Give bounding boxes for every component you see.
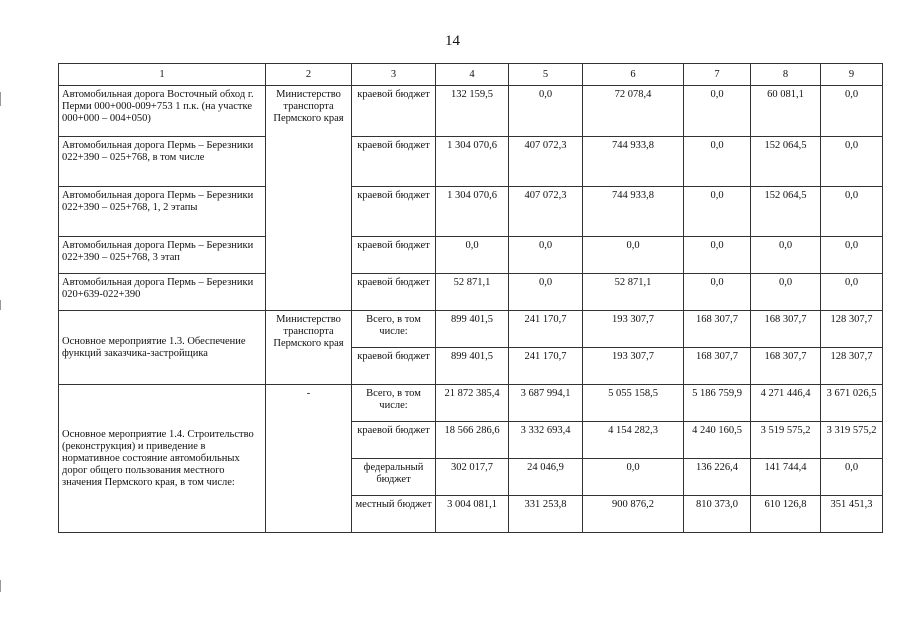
- funding-source: краевой бюджет: [352, 187, 436, 237]
- value-cell: 168 307,7: [684, 348, 751, 385]
- value-cell: 0,0: [821, 137, 883, 187]
- activity-name: Основное мероприятие 1.4. Строительство (реконструкция) и приведение в нормативное состояние автомобильных дорог общего пользования местного значения Пермского края, в том числе:: [59, 385, 266, 533]
- row-name: Автомобильная дорога Пермь – Березники 020+639-022+390: [59, 274, 266, 311]
- value-cell: 193 307,7: [583, 348, 684, 385]
- value-cell: 610 126,8: [751, 496, 821, 533]
- column-header: 8: [751, 64, 821, 86]
- value-cell: 407 072,3: [509, 137, 583, 187]
- value-cell: 0,0: [821, 237, 883, 274]
- value-cell: 0,0: [684, 274, 751, 311]
- value-cell: 5 186 759,9: [684, 385, 751, 422]
- funding-source: краевой бюджет: [352, 137, 436, 187]
- funding-source: местный бюджет: [352, 496, 436, 533]
- value-cell: 744 933,8: [583, 137, 684, 187]
- value-cell: 4 154 282,3: [583, 422, 684, 459]
- value-cell: 351 451,3: [821, 496, 883, 533]
- funding-source: Всего, в том числе:: [352, 311, 436, 348]
- scan-edge-mark: [0, 300, 1, 310]
- value-cell: 60 081,1: [751, 86, 821, 137]
- value-cell: 3 004 081,1: [436, 496, 509, 533]
- value-cell: 3 332 693,4: [509, 422, 583, 459]
- value-cell: 0,0: [821, 187, 883, 237]
- value-cell: 241 170,7: [509, 348, 583, 385]
- value-cell: 900 876,2: [583, 496, 684, 533]
- value-cell: 52 871,1: [583, 274, 684, 311]
- value-cell: 4 271 446,4: [751, 385, 821, 422]
- value-cell: 331 253,8: [509, 496, 583, 533]
- value-cell: 72 078,4: [583, 86, 684, 137]
- value-cell: 0,0: [684, 137, 751, 187]
- column-header: 6: [583, 64, 684, 86]
- column-header: 2: [266, 64, 352, 86]
- column-header: 3: [352, 64, 436, 86]
- value-cell: 0,0: [583, 459, 684, 496]
- row-name: Автомобильная дорога Пермь – Березники 022+390 – 025+768, 1, 2 этапы: [59, 187, 266, 237]
- value-cell: 3 319 575,2: [821, 422, 883, 459]
- value-cell: 0,0: [509, 86, 583, 137]
- value-cell: 899 401,5: [436, 311, 509, 348]
- value-cell: 899 401,5: [436, 348, 509, 385]
- value-cell: 0,0: [821, 86, 883, 137]
- value-cell: 407 072,3: [509, 187, 583, 237]
- value-cell: 0,0: [821, 274, 883, 311]
- value-cell: 0,0: [684, 86, 751, 137]
- column-header: 7: [684, 64, 751, 86]
- table-row: [59, 187, 883, 237]
- responsible-org: Министерство транспорта Пермского края: [266, 86, 352, 311]
- table-row: [59, 137, 883, 187]
- value-cell: 302 017,7: [436, 459, 509, 496]
- funding-source: краевой бюджет: [352, 422, 436, 459]
- value-cell: 168 307,7: [751, 311, 821, 348]
- value-cell: 193 307,7: [583, 311, 684, 348]
- funding-source: краевой бюджет: [352, 86, 436, 137]
- value-cell: 1 304 070,6: [436, 187, 509, 237]
- value-cell: 21 872 385,4: [436, 385, 509, 422]
- value-cell: 168 307,7: [751, 348, 821, 385]
- value-cell: 810 373,0: [684, 496, 751, 533]
- value-cell: 744 933,8: [583, 187, 684, 237]
- value-cell: 132 159,5: [436, 86, 509, 137]
- row-name: Автомобильная дорога Пермь – Березники 022+390 – 025+768, в том числе: [59, 137, 266, 187]
- value-cell: 3 519 575,2: [751, 422, 821, 459]
- value-cell: 152 064,5: [751, 137, 821, 187]
- scan-edge-mark: [0, 92, 1, 106]
- table-row: [59, 86, 883, 137]
- value-cell: 0,0: [684, 237, 751, 274]
- row-name: Автомобильная дорога Восточный обход г. Перми 000+000-009+753 1 п.к. (на участке 000+000 – 004+050): [59, 86, 266, 137]
- value-cell: 18 566 286,6: [436, 422, 509, 459]
- budget-table: [58, 63, 883, 533]
- responsible-org: -: [266, 385, 352, 533]
- value-cell: 128 307,7: [821, 348, 883, 385]
- funding-source: федеральный бюджет: [352, 459, 436, 496]
- value-cell: 241 170,7: [509, 311, 583, 348]
- value-cell: 141 744,4: [751, 459, 821, 496]
- table-row: [59, 311, 883, 348]
- table-row: [59, 274, 883, 311]
- value-cell: 0,0: [821, 459, 883, 496]
- activity-name: Основное мероприятие 1.3. Обеспечение функций заказчика-застройщика: [59, 311, 266, 385]
- column-header: 1: [59, 64, 266, 86]
- column-header: 4: [436, 64, 509, 86]
- value-cell: 0,0: [436, 237, 509, 274]
- value-cell: 0,0: [751, 237, 821, 274]
- funding-source: краевой бюджет: [352, 348, 436, 385]
- value-cell: 0,0: [751, 274, 821, 311]
- value-cell: 24 046,9: [509, 459, 583, 496]
- value-cell: 0,0: [509, 274, 583, 311]
- value-cell: 4 240 160,5: [684, 422, 751, 459]
- funding-source: краевой бюджет: [352, 237, 436, 274]
- page-number: 14: [445, 33, 460, 49]
- value-cell: 52 871,1: [436, 274, 509, 311]
- value-cell: 0,0: [684, 187, 751, 237]
- value-cell: 0,0: [509, 237, 583, 274]
- value-cell: 3 671 026,5: [821, 385, 883, 422]
- funding-source: Всего, в том числе:: [352, 385, 436, 422]
- value-cell: 0,0: [583, 237, 684, 274]
- value-cell: 136 226,4: [684, 459, 751, 496]
- value-cell: 3 687 994,1: [509, 385, 583, 422]
- value-cell: 5 055 158,5: [583, 385, 684, 422]
- table-row: [59, 237, 883, 274]
- value-cell: 128 307,7: [821, 311, 883, 348]
- value-cell: 1 304 070,6: [436, 137, 509, 187]
- row-name: Автомобильная дорога Пермь – Березники 022+390 – 025+768, 3 этап: [59, 237, 266, 274]
- header-row: [59, 64, 883, 86]
- column-header: 9: [821, 64, 883, 86]
- table-row: [59, 385, 883, 422]
- column-header: 5: [509, 64, 583, 86]
- value-cell: 168 307,7: [684, 311, 751, 348]
- scan-edge-mark: [0, 580, 1, 592]
- responsible-org: Министерство транспорта Пермского края: [266, 311, 352, 385]
- value-cell: 152 064,5: [751, 187, 821, 237]
- funding-source: краевой бюджет: [352, 274, 436, 311]
